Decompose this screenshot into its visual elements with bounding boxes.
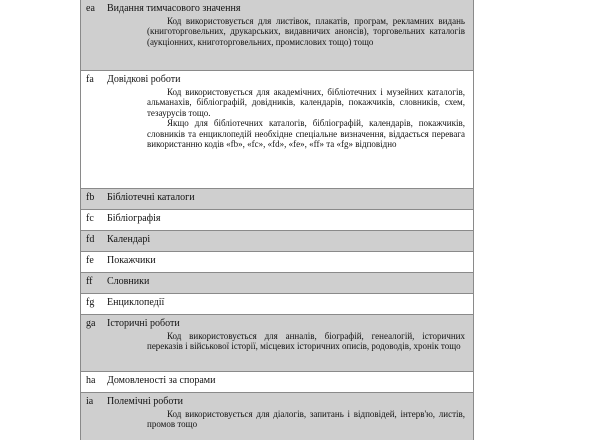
row-title: Бібліографія	[107, 213, 161, 224]
row-description	[147, 16, 465, 47]
row-code: ea	[86, 3, 95, 14]
table-row	[81, 314, 473, 371]
table-row	[81, 188, 473, 209]
row-code: fa	[86, 74, 94, 85]
row-code: fd	[86, 234, 95, 245]
description-paragraph: Код використовується для академічних, бібліотечних і музейних каталогів, альманахів, бібліографій, довідників, календарів, покажчиків, словників, схем, тезаурусів тощо.	[147, 87, 465, 118]
row-title: Довідкові роботи	[107, 74, 181, 85]
row-description	[147, 87, 465, 149]
description-paragraph: Код використовується для діалогів, запитань і відповідей, інтерв'ю, листів, промов тощо	[147, 409, 465, 430]
table-row	[81, 371, 473, 392]
row-title: Словники	[107, 276, 150, 287]
row-code: ga	[86, 318, 96, 329]
row-title: Домовленості за спорами	[107, 375, 216, 386]
row-title: Покажчики	[107, 255, 156, 266]
codes-table	[80, 0, 474, 440]
description-paragraph: Якщо для бібліотечних каталогів, бібліографій, календарів, покажчиків, словників та енциклопедій необхідне спеціальне визначення, віддається перевага використанню кодів «fb», «fc», «fd», «fe», «ff» та «fg» відповідно	[147, 118, 465, 150]
row-title: Бібліотечні каталоги	[107, 192, 195, 203]
row-code: ha	[86, 375, 96, 386]
description-paragraph: Код використовується для листівок, плакатів, програм, рекламних видань (книготорговельних, друкарських, видавничих анонсів), торговельних каталогів (аукціонних, книготорговельних, промислових тощо) тощо	[147, 16, 465, 47]
table-row	[81, 209, 473, 230]
table-row	[81, 392, 473, 440]
row-title: Календарі	[107, 234, 151, 245]
row-title: Енциклопедії	[107, 297, 165, 308]
row-code: fc	[86, 213, 94, 224]
table-row	[81, 0, 473, 70]
row-title: Видання тимчасового значення	[107, 3, 241, 14]
description-paragraph: Код використовується для анналів, біографій, генеалогій, історичних переказів і військової історії, місцевих історичних описів, родоводів, хронік тощо	[147, 331, 465, 352]
table-row	[81, 251, 473, 272]
table-row	[81, 70, 473, 188]
row-code: fg	[86, 297, 95, 308]
row-description	[147, 409, 465, 430]
row-description	[147, 331, 465, 352]
row-title: Полемічні роботи	[107, 396, 183, 407]
row-title: Історичні роботи	[107, 318, 180, 329]
row-code: fe	[86, 255, 94, 266]
row-code: ia	[86, 396, 94, 407]
table-row	[81, 293, 473, 314]
row-code: fb	[86, 192, 95, 203]
table-row	[81, 272, 473, 293]
row-code: ff	[86, 276, 93, 287]
table-row	[81, 230, 473, 251]
